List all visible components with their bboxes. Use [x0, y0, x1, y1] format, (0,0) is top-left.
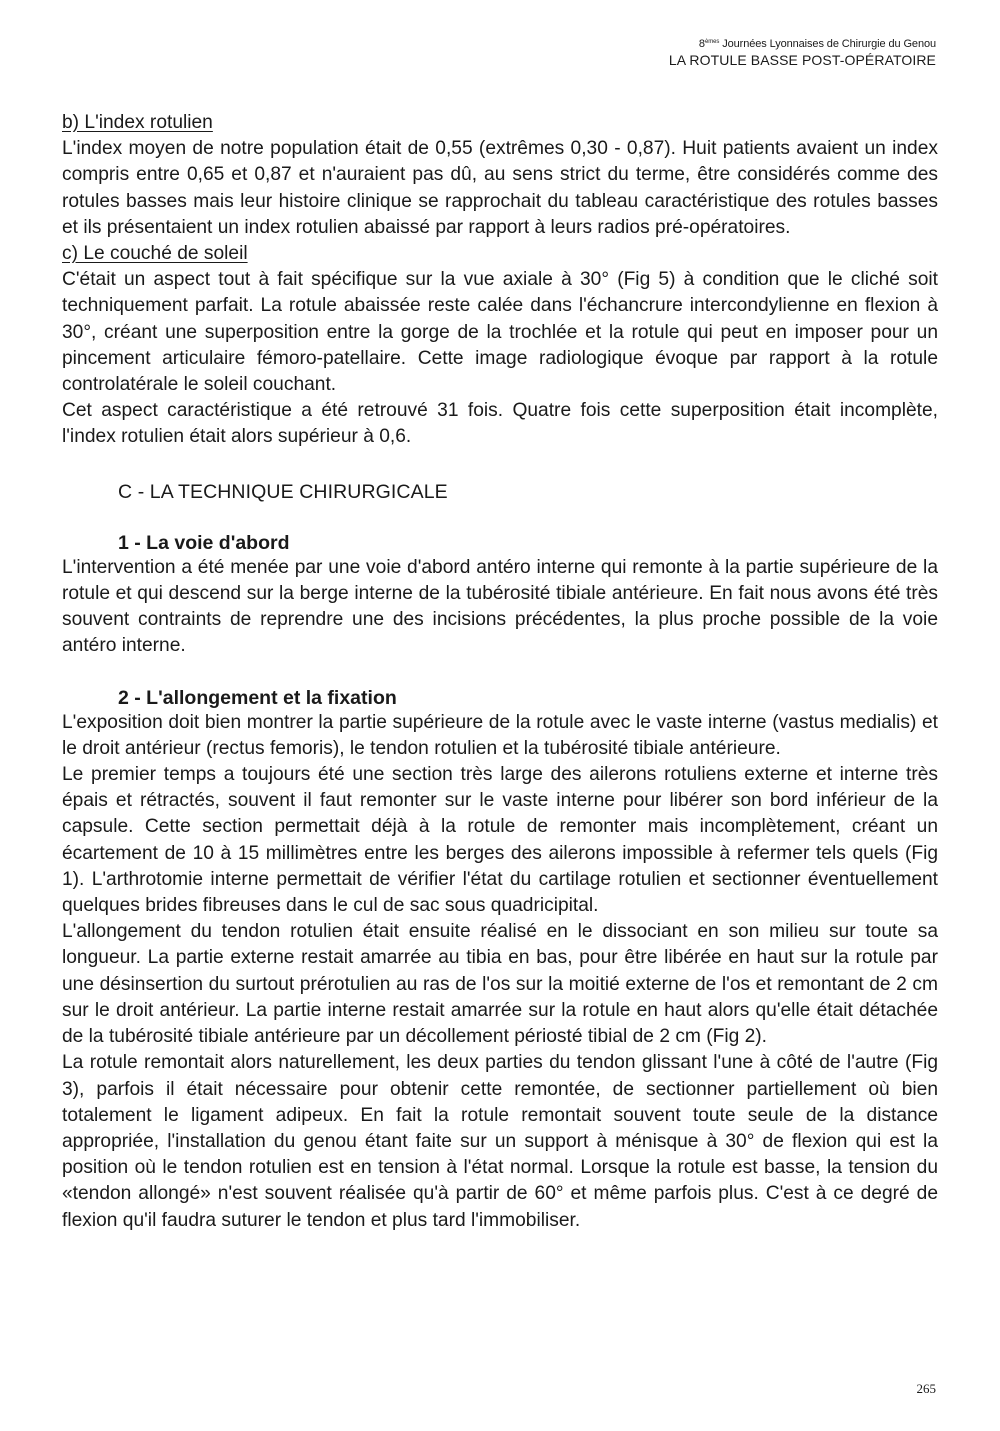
conference-title: Journées Lyonnaises de Chirurgie du Genou	[719, 38, 936, 50]
allongement-heading: 2 - L'allongement et la fixation	[118, 686, 397, 709]
voie-abord-paragraph: L'intervention a été menée par une voie d'abord antéro interne qui remonte à la partie supérieure de la rotule et qui descend sur la berge interne de la tubérosité tibiale antérieure. En fait nous avons été très souvent contraints de reprendre une des incisions précédentes, la plus proche possible de la voie antéro interne.	[62, 556, 938, 657]
index-rotulien-paragraph: L'index moyen de notre population était de 0,55 (extrêmes 0,30 - 0,87). Huit patients avaient un index compris entre 0,65 et 0,87 et n'auraient pas dû, au sens strict du terme, être considérés comme des rotules basses mais leur histoire clinique se rapprochait du tableau caractéristique des rotules basses et ils présentaient un index rotulien abaissé par rapport à leurs radios pré-opératoires.	[62, 138, 938, 238]
conference-ordinal: 8	[698, 38, 705, 50]
couche-de-soleil-heading: c) Le couché de soleil	[62, 243, 248, 265]
allongement-paragraph-1: L'exposition doit bien montrer la partie supérieure de la rotule avec le vaste interne (vastus medialis) et le droit antérieur (rectus femoris), le tendon rotulien et la tubérosité tibiale antérieure.	[62, 711, 938, 759]
index-rotulien-heading: b) L'index rotulien	[62, 112, 213, 133]
couche-de-soleil-paragraph: C'était un aspect tout à fait spécifique sur la vue axiale à 30° (Fig 5) à condition que le cliché soit techniquement parfait. La rotule abaissée reste calée dans l'échancrure intercondylienne en flexion à 30°, créant une superposition entre la gorge de la trochlée et la rotule qui peut en imposer pour un pincement articulaire fémoro-patellaire. Cette image radiologique évoque par rapport à la rotule controlatérale le soleil couchant.	[62, 269, 938, 396]
section-c-heading: C - LA TECHNIQUE CHIRURGICALE	[118, 480, 448, 503]
running-header	[669, 38, 936, 69]
allongement-paragraph-2: Le premier temps a toujours été une section très large des ailerons rotuliens externe et interne très épais et rétractés, souvent il faut remonter sur le vaste interne pour libérer son bord inférieur de la capsule. Cette section permettait déjà à la rotule de remonter mais incomplètement, créant un écartement de 10 à 15 millimètres entre les berges des ailerons impossible à refermer tels quels (Fig 1). L'arthrotomie interne permettait de vérifier l'état du cartilage rotulien et sectionner éventuellement quelques brides fibreuses dans le cul de sac sous quadricipital.	[62, 764, 938, 917]
conference-name	[669, 38, 936, 52]
allongement-paragraph-3: L'allongement du tendon rotulien était ensuite réalisé en le dissociant en son milieu sur toute sa longueur. La partie externe restait amarrée au tibia en bas, pour être libérée en haut sur la rotule par une désinsertion du surtout prérotulien au ras de l'os sur la moitié externe de l'os et remontant de 2 cm sur le droit antérieur. La partie interne restait amarrée sur la rotule en haut alors qu'elle était détachée de la tubérosité tibiale antérieure par un décollement périosté tibial de 2 cm (Fig 2).	[62, 921, 938, 1048]
couche-de-soleil-paragraph-2: Cet aspect caractéristique a été retrouvé 31 fois. Quatre fois cette superposition était incomplète, l'index rotulien était alors supérieur à 0,6.	[62, 400, 938, 448]
voie-abord-heading: 1 - La voie d'abord	[118, 531, 290, 554]
conference-ordinal-suffix: èmes	[704, 39, 720, 45]
article-body	[62, 110, 938, 1234]
page-number: 265	[916, 1381, 936, 1396]
allongement-paragraph-4: La rotule remontait alors naturellement, les deux parties du tendon glissant l'une à côté de l'autre (Fig 3), parfois il était nécessaire pour obtenir cette remontée, de sectionner partiellement où bien totalement le ligament adipeux. En fait la rotule remontait souvent toute seule de la distance appropriée, l'installation du genou étant faite sur un support à ménisque à 30° de flexion qui est la position où le tendon rotulien est en tension à l'état normal. Lorsque la rotule est basse, la tension du «tendon allongé» n'est souvent réalisée qu'à partir de 60° et même parfois plus. C'est à ce degré de flexion qu'il faudra suturer le tendon et plus tard l'immobiliser.	[62, 1052, 938, 1231]
running-title: LA ROTULE BASSE POST-OPÉRATOIRE	[668, 51, 936, 68]
